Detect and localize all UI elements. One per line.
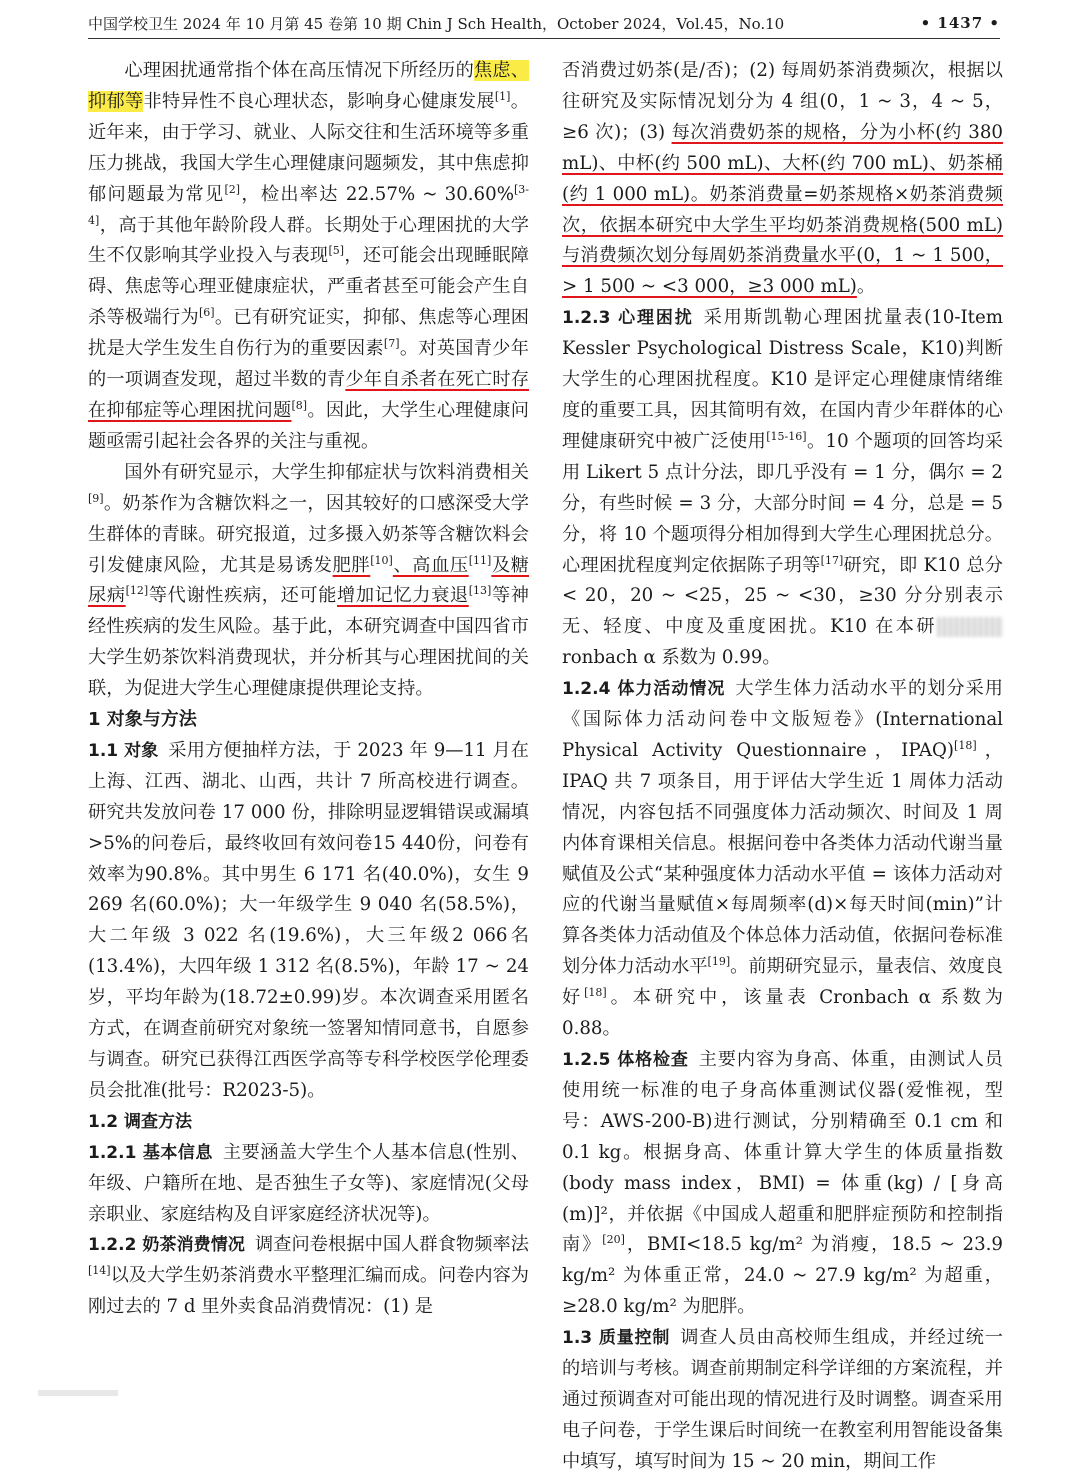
- underlined-text: 及糖尿病: [88, 554, 529, 607]
- left-column: [88, 56, 529, 1323]
- subsection-label: 1.2.3 心理困扰: [562, 308, 694, 329]
- header-rule: [88, 38, 1000, 39]
- citation: [2]: [224, 182, 241, 196]
- page-number: • 1437 •: [920, 14, 1000, 32]
- citation: [18]: [584, 986, 607, 1000]
- citation: [7]: [383, 337, 400, 351]
- subsection-label: 1.3 质量控制: [562, 1328, 671, 1349]
- intro-paragraph-2: 国外有研究显示，大学生抑郁症状与饮料消费相关[9]。奶茶作为含糖饮料之一，因其较好的口感深受大学生群体的青睐。研究报道，过多摄入奶茶等含糖饮料会引发健康风险，尤其是易诱发肥胖[10]、高血压[11]及糖尿病[12]等代谢性疾病，还可能增加记忆力衰退[13]等神经性疾病的发生风险。基于此，本研究调查中国四省市大学生奶茶饮料消费现状，并分析其与心理困扰间的关联，为促进大学生心理健康提供理论支持。: [88, 461, 529, 700]
- journal-citation: 中国学校卫生 2024 年 10 月第 45 卷第 10 期 Chin J Sch Health，October 2024，Vol.45，No.10: [88, 14, 785, 33]
- subsection-label: 1.2.1 基本信息: [88, 1142, 213, 1163]
- scan-artifact: [38, 1390, 118, 1396]
- subsection-1-3: 1.3 质量控制 调查人员由高校师生组成，并经过统一的培训与考核。调查前期制定科学详细的方案流程，并通过预调查对可能出现的情况进行及时调整。调查采用电子问卷，于学生课后时间统一在教室利用智能设备集中填写，填写时间为 15 ~ 20 min，期间工作: [562, 1327, 1003, 1472]
- subsection-1-2-5: 1.2.5 体格检查 主要内容为身高、体重，由测试人员使用统一标准的电子身高体重测试仪器(爱惟视，型号：AWS-200-B)进行测试，分别精确至 0.1 cm 和 0.1 kg。根据身高、体重计算大学生的体质量指数(body mass index，BMI) = 体重(kg) / [身高(m)]²，并依据《中国成人超重和肥胖症预防和控制指南》[20]，BMI<18.5 kg/m² 为消瘦，18.5 ~ 23.9 kg/m² 为体重正常，24.0 ~ 27.9 kg/m² 为超重，≥28.0 kg/m² 为肥胖。: [562, 1049, 1003, 1318]
- citation: [9]: [88, 491, 104, 505]
- citation: [10]: [370, 553, 393, 567]
- underlined-text: 肥胖: [332, 554, 371, 576]
- citation: [17]: [820, 553, 844, 567]
- underlined-text: 增加记忆力衰退: [337, 585, 469, 607]
- underlined-text: 、高血压: [392, 554, 469, 576]
- citation: [8]: [291, 398, 308, 412]
- subsection-1-1: 1.1 对象 采用方便抽样方法，于 2023 年 9—11 月在上海、江西、湖北、山西，共计 7 所高校进行调查。研究共发放问卷 17 000 份，排除明显逻辑错误或漏填>5%的问卷后，最终收回有效问卷15 440份，问卷有效率为90.8%。其中男生 6 171 名(40.0%)，女生 9 269 名(60.0%)；大一年级学生 9 040 名(58.5%)，大二年级 3 022 名(19.6%)，大三年级2 066名(13.4%)，大四年级 1 312 名(8.5%)，年龄 17 ~ 24 岁，平均年龄为(18.72±0.99)岁。本次调查采用匿名方式，在调查前研究对象统一签署知情同意书，自愿参与调查。研究已获得江西医学高等专科学校医学伦理委员会批准(批号：R2023-5)。: [88, 739, 529, 1101]
- subsection-label: 1.2.2 奶茶消费情况: [88, 1235, 245, 1256]
- underlined-text: 每次消费奶茶的规格，分为小杯(约 380 mL)、中杯(约 500 mL)、大杯(约 700 mL)、奶茶桶(约 1 000 mL)。奶茶消费量=奶茶规格×奶茶消费频次，依据本研究中大学生平均奶茶消费规格(500 mL)与消费频次划分每周奶茶消费量水平(0，1 ~ 1 500，> 1 500 ~ <3 000，≥3 000 mL): [562, 121, 1004, 298]
- citation: [1]: [494, 89, 511, 103]
- citation: [5]: [328, 244, 345, 258]
- continued-paragraph: 否消费过奶茶(是/否)；(2) 每周奶茶消费频次，根据以往研究及实际情况划分为 4 组(0，1 ~ 3，4 ~ 5，≥6 次)；(3) 每次消费奶茶的规格，分为小杯(约 380 mL)、中杯(约 500 mL)、大杯(约 700 mL)、奶茶桶(约 1 000 mL)。奶茶消费量=奶茶规格×奶茶消费频次，依据本研究中大学生平均奶茶消费规格(500 mL)与消费频次划分每周奶茶消费量水平(0，1 ~ 1 500，> 1 500 ~ <3 000，≥3 000 mL)。: [562, 60, 1004, 298]
- citation: [13]: [468, 584, 492, 598]
- subsection-1-2-2: 1.2.2 奶茶消费情况 调查问卷根据中国人群食物频率法[14]以及大学生奶茶消费水平整理汇编而成。问卷内容为刚过去的 7 d 里外卖食品消费情况：(1) 是: [88, 1234, 529, 1318]
- citation: [18]: [954, 738, 977, 752]
- highlighted-text: 焦虑、抑郁等: [88, 60, 529, 112]
- underlined-text: 少年自杀者在死亡时存在抑郁症等心理困扰问题: [88, 369, 529, 421]
- intro-paragraph-1: 心理困扰通常指个体在高压情况下所经历的焦虑、抑郁等非特异性不良心理状态，影响身心健康发展[1]。近年来，由于学习、就业、人际交往和生活环境等多重压力挑战，我国大学生心理健康问题频发，其中焦虑抑郁问题最为常见[2]，检出率达 22.57% ~ 30.60%[3-4]，高于其他年龄阶段人群。长期处于心理困扰的大学生不仅影响其学业投入与表现[5]，还可能会出现睡眠障碍、焦虑等心理亚健康症状，严重者甚至可能会产生自杀等极端行为[6]。已有研究证实，抑郁、焦虑等心理困扰是大学生发生自伤行为的重要因素[7]。对英国青少年的一项调查发现，超过半数的青少年自杀者在死亡时存在抑郁症等心理困扰问题[8]。因此，大学生心理健康问题亟需引起社会各界的关注与重视。: [88, 60, 529, 452]
- subsection-label: 1.1 对象: [88, 740, 159, 761]
- citation: [20]: [602, 1233, 625, 1247]
- citation: [15-16]: [766, 429, 807, 443]
- subsection-label: 1.2.5 体格检查: [562, 1050, 689, 1070]
- citation: [3-4]: [88, 182, 529, 227]
- subsection-label: 1.2.4 体力活动情况: [562, 679, 726, 700]
- section-heading: 1 对象与方法: [88, 709, 197, 731]
- right-column: [562, 56, 1003, 1478]
- citation: [19]: [707, 955, 731, 969]
- citation: [14]: [88, 1264, 111, 1278]
- subsection-1-2-1: 1.2.1 基本信息 主要涵盖大学生个人基本信息(性别、年级、户籍所在地、是否独生子女等)、家庭情况(父母亲职业、家庭结构及自评家庭经济状况等)。: [88, 1141, 529, 1225]
- citation: [6]: [198, 306, 215, 320]
- subsection-1-2-3: 1.2.3 心理困扰 采用斯凯勒心理困扰量表(10-Item Kessler Psychological Distress Scale，K10)判断大学生的心理困扰程度。K10 是评定心理健康情绪维度的重要工具，因其简明有效，在国内青少年群体的心理健康研究中被广泛使用[15-16]。10 个题项的回答均采用 Likert 5 点计分法，即几乎没有 = 1 分，偶尔 = 2 分，有些时候 = 3 分，大部分时间 = 4 分，总是 = 5 分，将 10 个题项得分相加得到大学生心理困扰总分。心理困扰程度判定依据陈子玥等[17]研究，即 K10 总分< 20，20 ~ <25，25 ~ <30，≥30 分分别表示无、轻度、中度及重度困扰。K10 在本研ronbach α 系数为 0.99。: [562, 307, 1003, 669]
- citation: [12]: [125, 584, 149, 598]
- subsection-heading: 1.2 调查方法: [88, 1111, 193, 1132]
- blurred-text: [937, 617, 1003, 637]
- subsection-1-2-4: 1.2.4 体力活动情况 大学生体力活动水平的划分采用《国际体力活动问卷中文版短卷》(International Physical Activity Questionnaire，IPAQ)[18]，IPAQ 共 7 项条目，用于评估大学生近 1 周体力活动情况，内容包括不同强度体力活动频次、时间及 1 周内体育课相关信息。根据问卷中各类体力活动代谢当量赋值及公式“某种强度体力活动水平值 = 该体力活动对应的代谢当量赋值×每周频率(d)×每天时间(min)”计算各类体力活动值及个体总体力活动值，依据问卷标准划分体力活动水平[19]。前期研究显示，量表信、效度良好[18]。本研究中，该量表 Cronbach α 系数为 0.88。: [562, 678, 1003, 1040]
- running-header: [88, 8, 1000, 38]
- citation: [11]: [468, 553, 492, 567]
